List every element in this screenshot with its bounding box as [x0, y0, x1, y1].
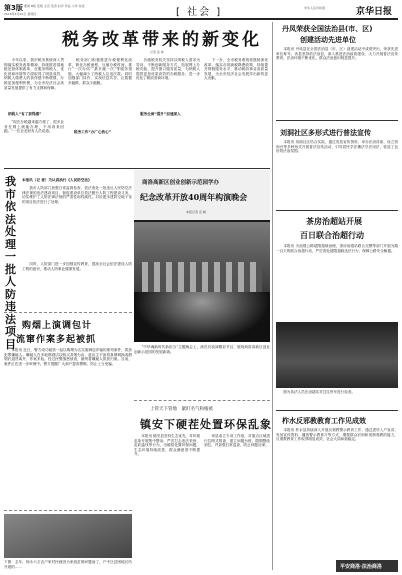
right-banner-label: 平安商洛·法治商洛	[340, 564, 382, 570]
cig-body: 本报讯 近日，警方成功破获一起以购烟为名实施调包诈骗的系列案件，抓获犯罪嫌疑人。嫌疑人在多地烟酒店以购买香烟为由，趁店主不备将真烟调换成假烟后退货离开，作案多起。经过民警缜密侦查，最终将嫌疑人抓获归案。目前，案件正在进一步审理中。警方提醒广大商户提高警惕，防止上当受骗。	[4, 348, 132, 366]
township-body-2: 该县成立专项工作组，对重点区域进行拉网式排查，建立问题台账，限期整改到位，并加强日常巡查，防止问题反弹。	[204, 434, 270, 448]
township-body-1: 本报讯 镇安县坚持生态优先，对环境乱象开展集中整治，严厉打击违法采砂、乱砍滥伐等行为，出硬招处置环保问题，生态环境持续改善，群众满意度不断提升。	[134, 434, 200, 457]
tax-subhead-2: 税务工作“办广心放心”	[74, 130, 112, 134]
divider-cig-bottom	[4, 510, 132, 511]
tax-byline: 记者 张 林	[150, 50, 164, 54]
section-label: [ 社会 ]	[176, 7, 223, 18]
gala-credit: 本报记者 宣 晓	[186, 210, 206, 214]
right4-title: 柞水反邪教教育工作见成效	[282, 417, 366, 425]
gala-caption: “中华魂新时代新担当”主题晚会上，演员们表演精彩节目，展现商洛高新区创业创新示范园的发展新貌。	[134, 345, 270, 354]
gala-heading-1: 商洛高新区创业创新示范园学办	[142, 180, 220, 186]
cig-title-1: 购烟上演调包计	[22, 321, 93, 331]
right4-body: 本报讯 柞水县持续深入开展反邪教警示教育工作，通过进村入户宣讲、发放宣传资料、播放警示教育片等方式，增强群众识别和抵制邪教的能力，反邪教教育工作取得明显成效，社会大局和谐稳定。	[276, 428, 398, 442]
divider-township-top	[134, 400, 270, 401]
divider-right3	[276, 410, 398, 411]
masthead-date: 2018年4月20日 星期四	[4, 12, 37, 16]
right3-body: 本报讯 为加强公路超限超载治理，茶房治超站联合交警等部门开展为期一百天的联合治超行动，严厉查处超限超载违法行为，保障公路安全畅通。	[276, 244, 398, 253]
bottom-left-photo	[4, 514, 132, 558]
divider-right2	[276, 210, 398, 211]
masthead-meta: 要闻 B版 连载 文章 读者 时评 作品 小作 综述	[24, 4, 85, 8]
masthead	[4, 3, 398, 19]
page-number: 第3版	[4, 4, 23, 12]
right3-title-2: 百日联合治超行动	[300, 231, 364, 240]
police-title: 我市依法处理一批人防违法项目	[5, 175, 16, 351]
tax-subhead-3: 服务全面“提升”加速深入	[140, 112, 181, 116]
tax-col-3: 各级税务机关坚持以纳税人需求为导向，不断创新服务方式，拓展网上办税功能，提升窗口服务质量，为纳税人提供更加优质高效的办税服务，进一步优化了税收营商环境。	[136, 58, 200, 81]
tax-col-4: 下一步，全市税务系统将继续深化改革，落实各项减税降费政策，持续提升纳税服务水平，推动税收事业高质量发展，为全市经济社会发展作出新的更大贡献。	[204, 58, 268, 81]
right1-title-1: 丹凤荣获全国法治县(市、区)	[282, 25, 373, 33]
right-photo-caption: 图为执法人员在治超站对过往货车进行检查。	[276, 390, 356, 394]
right-banner	[336, 560, 398, 572]
police-body-2: 同时，人防部门进一步加强宣传教育，提高全社会依法建设人防工程的意识，推动人防事业健康发展。	[22, 262, 132, 271]
right-photo	[276, 322, 398, 388]
divider-police-bottom	[4, 312, 132, 313]
tax-subhead-1: 纳税人“有了获得感”	[8, 112, 42, 116]
right3-title-1: 茶房治超站开展	[306, 217, 362, 226]
tax-title: 税务改革带来的新变化	[62, 30, 262, 50]
gala-photo	[134, 170, 270, 342]
right1-title-2: 创建活动先进单位	[300, 36, 356, 44]
paper-logo: 京华日报	[356, 7, 393, 17]
tax-col-2: 税务部门积极推进办税便利化改革，简化办税流程，压缩办税时间，推行“一次办结”“最多跑一次”等服务措施，大幅减少了纳税人往返次数。同时加强部门协作，实现信息共享，让数据多跑路、群众少跑腿。	[68, 58, 132, 85]
tax-col-1: 今年以来，我市税务系统深入贯彻落实税务改革精神，持续推进国地税征管体制改革，在服务纳税人、优化营商环境等方面取得了明显成效，纳税人缴费人的获得感不断增强，办税更加便利快捷，为全市经济社会高质量发展提供了有力支撑和保障。	[4, 58, 64, 90]
stage-floor	[134, 292, 270, 342]
right1-body: 本报讯 丹凤县在全国法治县（市、区）创建活动中成绩突出，荣获先进单位称号。该县坚持依法治县，深入推进法治政府建设，大力开展普法宣传教育，法治环境不断优化，群众法治意识明显提升。	[276, 47, 398, 61]
gala-heading-2: 纪念改革开放40周年构演晚会	[140, 192, 248, 202]
police-body-1: 我市人防部门加强日常监督检查，依法查处一批违反人民防空法律法规的违法建设项目，督促建设单位依法履行人防工程建设义务，切实维护了人防法律法规的严肃性和权威性。对应建未建防空地下室的项目依法进行了处理。	[22, 186, 132, 204]
township-kicker: 上管天下管地 紧盯名气和植被	[150, 407, 213, 412]
cig-title-2: 流窜作案多起被抓	[16, 335, 97, 345]
right2-title: 刘洞社区多形式进行普法宣传	[280, 129, 371, 137]
stage-performers	[142, 262, 262, 292]
bottom-left-caption: 下图：去年，杨永六万农户家村民就因为家庭贫困问题而了，户中区贫困地区所开展的……	[4, 560, 132, 569]
divider-tax-bottom	[4, 168, 270, 169]
divider-right1	[276, 120, 398, 121]
right2-body: 本报讯 刘洞社区结合实际，通过发放宣传资料、举办法治讲座、设立咨询台等多种形式开展普法宣传活动，引导居民学法懂法守法用法，营造了良好的法治氛围。	[276, 140, 398, 154]
police-byline: 本报讯（记 者）为认真执行《人民防空法》	[22, 178, 92, 182]
paper-small: 中华人民共和国	[304, 6, 326, 10]
masthead-rule	[4, 18, 398, 20]
tax-col-1b: “现在办税越来越方便了，很多业务在网上就能办理，不用再来回跑。”一位企业财务人员说道。	[4, 120, 64, 134]
divider-right-column	[272, 22, 273, 570]
township-title: 镇安下硬茬处置环保乱象	[140, 418, 272, 431]
